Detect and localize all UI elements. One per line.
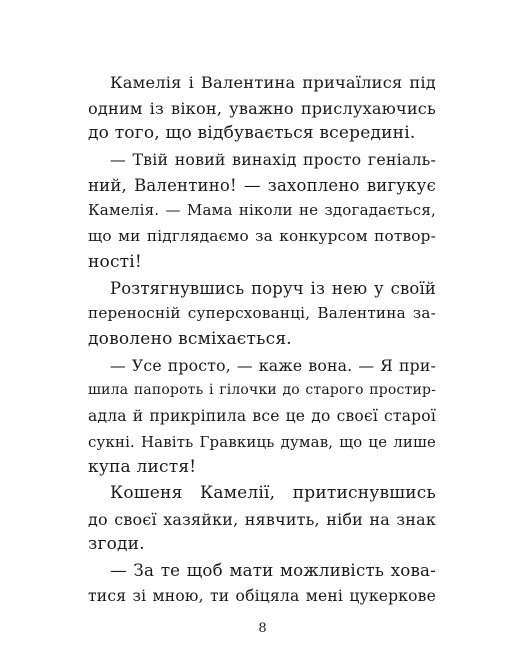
text-line: Кошеня Камелії, притиснувшись	[110, 483, 436, 503]
text-line: Розтягнувшись поруч із нею у своїй	[110, 278, 436, 298]
text-line: згоди.	[88, 534, 145, 555]
text-line: доволено всміхається.	[88, 328, 292, 349]
page-number: 8	[258, 621, 267, 636]
text-line: тися зі мною, ти обіцяла мені цукеркове	[88, 586, 436, 605]
text-line: Камелія і Валентина причаїлися під	[110, 73, 436, 92]
text-line: шила папороть і гілочки до старого простир-	[88, 382, 436, 399]
text-line: одним із вікон, уважно прислухаючись	[88, 98, 436, 118]
text-line: що ми підглядаємо за конкурсом потвор-	[88, 227, 436, 246]
text-line: ний, Валентино! — захоплено вигукує	[88, 175, 436, 195]
text-line: — Усе просто, — каже вона. — Я при-	[110, 355, 436, 375]
text-line: Камелія. — Мама ніколи не здогадається,	[88, 201, 436, 220]
text-line: купа листя!	[88, 457, 197, 478]
text-line: — За те щоб мати можливість хова-	[110, 561, 436, 581]
text-line: — Твій новий винахід просто геніаль-	[110, 150, 436, 170]
text-line: ності!	[88, 251, 142, 272]
text-line: до своєї хазяйки, нявчить, ніби на знак	[88, 509, 436, 529]
text-line: сукні. Навіть Гравкиць думав, що це лише	[88, 432, 436, 451]
text-line: адла й прикріпила все це до своєї старої	[88, 406, 436, 425]
body-text	[88, 70, 436, 609]
text-line: переносній суперсхованці, Валентина за-	[88, 304, 436, 323]
text-line: до того, що відбувається всередині.	[88, 123, 416, 144]
